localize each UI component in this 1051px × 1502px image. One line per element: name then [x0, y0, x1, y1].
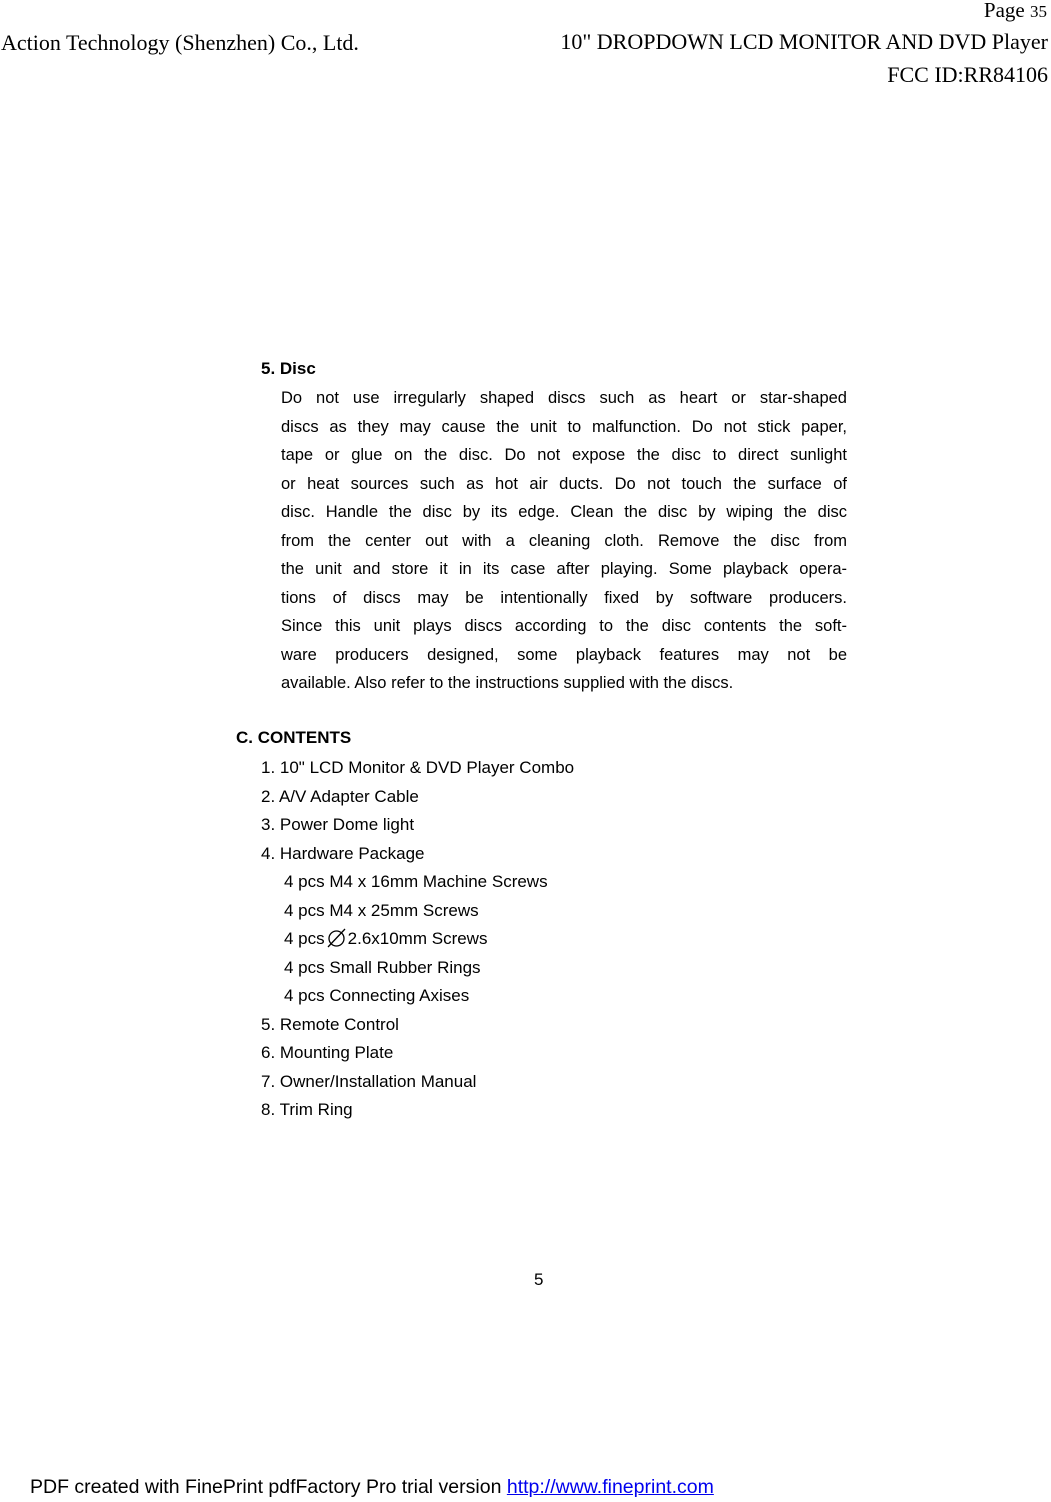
contents-item: 1. 10" LCD Monitor & DVD Player Combo	[261, 758, 575, 777]
hardware-subitem	[261, 927, 574, 956]
disc-paragraph	[281, 386, 847, 700]
disc-line: Do not use irregularly shaped discs such as heart or star-shaped	[281, 389, 847, 407]
hardware-subitem: 4 pcs M4 x 25mm Screws	[284, 900, 479, 920]
page-number-footer: 5	[534, 1270, 544, 1289]
hardware-subitem: 4 pcs Small Rubber Rings	[284, 957, 481, 977]
contents-item: 5. Remote Control	[261, 1014, 399, 1034]
disc-line: the unit and store it in its case after playing. Some playback opera-	[281, 560, 847, 578]
product-title: 10" DROPDOWN LCD MONITOR AND DVD Player	[560, 29, 1048, 54]
disc-line: disc. Handle the disc by its edge. Clean the disc by wiping the disc	[281, 503, 847, 521]
contents-item: 8. Trim Ring	[261, 1100, 353, 1119]
disc-line: or heat sources such as hot air ducts. Do not touch the surface of	[281, 474, 847, 493]
disc-line: from the center out with a cleaning cloth. Remove the disc from	[281, 531, 847, 550]
company-name: Action Technology (Shenzhen) Co., Ltd.	[1, 30, 359, 55]
contents-section-title: C. CONTENTS	[236, 728, 352, 747]
fineprint-link[interactable]: http://www.fineprint.com	[506, 1476, 714, 1498]
pdf-footer	[30, 1476, 714, 1499]
hardware-subitem: 4 pcs M4 x 16mm Machine Screws	[284, 872, 548, 891]
fcc-id: FCC ID:RR84106	[887, 62, 1048, 87]
page-number-value: 35	[1030, 2, 1047, 21]
disc-line: tions of discs may be intentionally fixed by software producers.	[281, 588, 847, 607]
contents-item: 6. Mounting Plate	[261, 1043, 394, 1062]
hardware-subitem-qty: 4 pcs	[284, 929, 325, 948]
contents-item: 7. Owner/Installation Manual	[261, 1071, 477, 1091]
diameter-symbol-icon	[326, 928, 347, 948]
contents-list	[261, 756, 574, 1127]
disc-section-title: 5. Disc	[261, 359, 316, 378]
contents-item: 4. Hardware Package	[261, 843, 425, 863]
page-label: Page	[983, 0, 1025, 22]
hardware-subitem: 4 pcs Connecting Axises	[284, 986, 470, 1005]
page-number-header	[984, 0, 1047, 23]
pdf-footer-text: PDF created with FinePrint pdfFactory Pro trial version	[30, 1476, 507, 1498]
disc-line: ware producers designed, some playback features may not be	[281, 645, 847, 664]
contents-item: 3. Power Dome light	[261, 815, 415, 834]
disc-line: discs as they may cause the unit to malfunction. Do not stick paper,	[281, 417, 847, 436]
disc-line: available. Also refer to the instructions supplied with the discs.	[281, 674, 734, 692]
disc-line: Since this unit plays discs according to the disc contents the soft-	[281, 617, 847, 635]
disc-line: tape or glue on the disc. Do not expose the disc to direct sunlight	[281, 446, 847, 464]
contents-item: 2. A/V Adapter Cable	[261, 786, 419, 806]
hardware-subitem-spec: 2.6x10mm Screws	[347, 929, 488, 948]
